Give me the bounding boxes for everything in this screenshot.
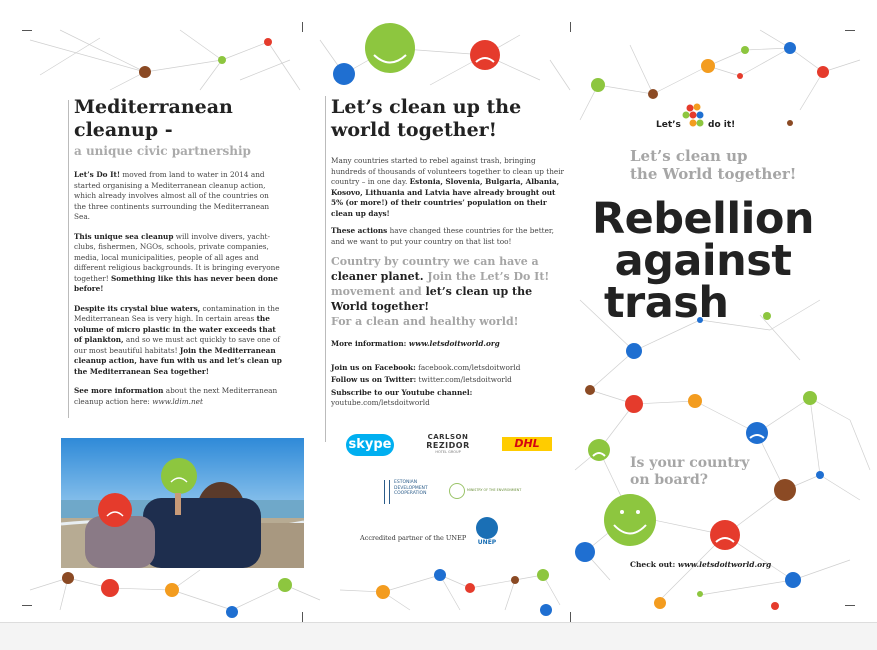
lets-do-it-logo [656,102,736,132]
left-para-3-text: contamination in the Mediterranean Sea is very high. In certain areas [74,303,280,323]
edc-line-1: ESTONIAN [394,480,418,485]
crop-mark [570,22,571,32]
cover-title-line-1: Rebellion [591,194,815,244]
more-info-label: More information: [331,339,409,348]
twitter-link[interactable]: twitter.com/letsdoitworld [416,375,512,384]
left-para-2-emphasis: Something like this has never been done before! [74,273,278,293]
left-para-4-lead: See more information [74,386,164,395]
left-para-1 [74,170,282,223]
check-out-link[interactable]: www.letsdoitworld.org [677,560,772,569]
cover-subtitle-line-2: the World together! [630,165,797,183]
left-para-4 [74,386,282,407]
left-para-1-text: moved from land to water in 2014 and started organising a Mediterranean cleanup action, which already involves almost all of the countries on the three continents surrounding the Mediterranean Sea. [74,170,270,221]
left-panel-subtitle: a unique civic partnership [74,144,251,158]
middle-panel-title: Let’s clean up the world together! [331,96,522,141]
skype-logo-text: skype [348,437,392,452]
left-para-2-lead: This unique sea cleanup [74,231,174,241]
left-panel-rule [68,100,69,418]
callout-dark-1: cleaner planet. [331,270,424,283]
carlson-text: CARLSON [427,433,469,441]
middle-para-2 [331,226,566,247]
crop-mark [302,612,303,622]
dhl-text: DHL [514,437,540,450]
left-panel [74,96,282,416]
more-info-line [331,339,566,350]
callout-part-2: Join the Let’s Do It! movement and [331,270,550,298]
skype-logo [346,434,394,456]
left-para-2 [74,232,282,295]
social-links [331,363,566,409]
youtube-line [331,388,566,409]
facebook-label: Join us on Facebook: [331,362,416,372]
viewer-bottom-strip [0,622,877,650]
cover-title-line-3: trash [604,278,729,328]
left-para-3-emphasis: the volume of micro plastic in the water exceeds that of plankton, [74,314,276,344]
logo-text-lets: Let’s [656,120,681,130]
ldim-link[interactable]: www.ldim.net [152,396,203,406]
hotel-group-text: HOTEL GROUP [435,450,461,454]
more-info-link[interactable]: www.letsdoitworld.org [408,339,500,348]
twitter-label: Follow us on Twitter: [331,375,417,384]
rezidor-text: REZIDOR [426,441,470,450]
ministry-text: MINISTRY OF THE ENVIRONMENT [467,488,522,492]
crop-mark [845,605,855,606]
unep-logo-text: UNEP [477,539,497,546]
middle-para-1-emphasis: Estonia, Slovenia, Bulgaria, Albania, Kosovo, Lithuania and Latvia have already brought out 5% (or more!) of their countries’ population on their clean up days! [331,177,560,218]
left-para-2-text: will involve divers, yacht-clubs, fishermen, NGOs, schools, private companies, media, local municipalities, people of all ages and different religious backgrounds. It is bringing everyone together! [74,231,280,283]
cover-question-line-1: Is your country [630,455,750,471]
cover-question [630,455,749,489]
edc-line-3: COOPERATION [394,491,427,496]
middle-para-2-text: have changed these countries for the better, and we want to put your country on that list too! [331,226,554,246]
left-para-3-text-2: and so we must act quickly to save one of our most beautiful habitats! [74,335,280,355]
left-para-1-lead: Let’s Do It! [74,170,121,179]
facebook-line [331,363,566,374]
cover-subtitle-line-1: Let’s clean up [630,147,748,165]
left-para-3-lead: Despite its crystal blue waters, [74,303,201,313]
left-panel-title: Mediterranean cleanup - [74,96,233,141]
unep-logo [474,517,500,546]
callout-dark-2: let’s clean up the World together! [331,285,533,313]
crop-mark [302,22,303,32]
crop-mark [845,30,855,31]
cover-check-out [630,560,771,569]
left-para-3-call: Join the Mediterranean cleanup action, have fun with us and let’s clean up the Mediterranean Sea together! [74,345,282,376]
check-out-label: Check out: [630,560,678,569]
cover-subtitle [630,147,796,183]
crop-mark [22,30,32,31]
unep-partner-label: Accredited partner of the UNEP [360,534,467,542]
middle-para-2-lead: These actions [331,226,388,235]
callout-part-3: For a clean and healthy world! [331,315,519,328]
cover-title-line-2: against [614,236,792,286]
carlson-rezidor-logo [424,433,472,454]
dhl-logo [502,437,552,451]
edc-line-2: DEVELOPMENT [394,485,428,491]
logo-text-doit: do it! [708,120,736,130]
cover-title [588,194,818,328]
facebook-link[interactable]: facebook.com/letsdoitworld [415,362,521,372]
middle-para-1 [331,156,566,219]
youtube-label: Subscribe to our Youtube channel: [331,387,473,397]
left-para-3 [74,304,282,378]
beach-photo [61,438,304,568]
middle-para-1-text: Many countries started to rebel against trash, bringing hundreds of thousands of volunteers together to clean up their country – in one day. [331,156,565,186]
middle-panel [331,96,566,411]
left-para-4-text: about the next Mediterranean cleanup action here: [74,386,278,406]
youtube-link[interactable]: youtube.com/letsdoitworld [331,398,430,407]
crop-mark [22,605,32,606]
crop-mark [570,612,571,622]
middle-callout [331,254,566,329]
middle-panel-rule [325,96,326,442]
twitter-line [331,375,566,386]
callout-part-1: Country by country we can have a [331,255,539,268]
cover-question-line-2: on board? [630,472,708,488]
